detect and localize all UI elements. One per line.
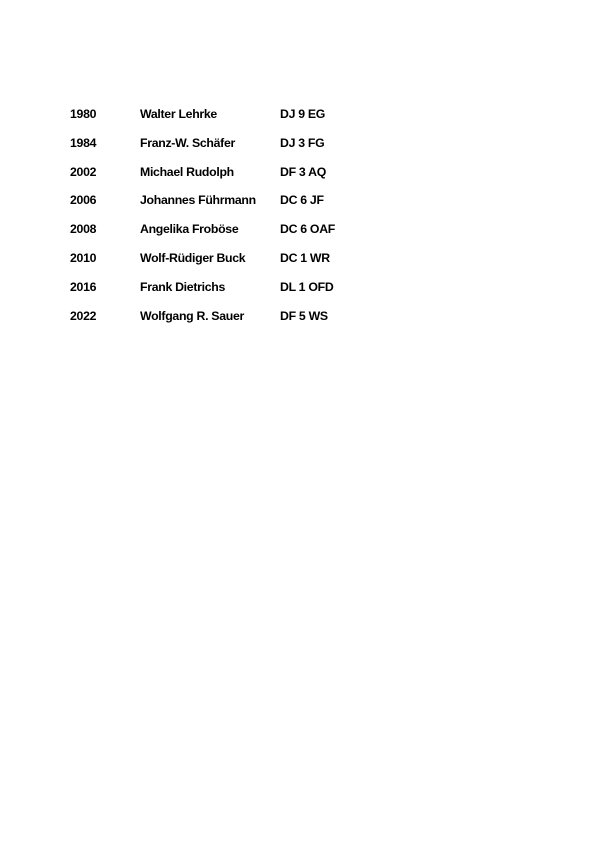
callsign-cell: DF 3 AQ — [280, 164, 326, 179]
roster-row — [70, 192, 530, 221]
year-cell: 2022 — [70, 308, 97, 323]
callsign-cell: DF 5 WS — [280, 308, 328, 323]
roster-row — [70, 308, 530, 337]
callsign-cell: DC 6 JF — [280, 193, 324, 208]
callsign-cell: DC 1 WR — [280, 250, 330, 265]
roster-row — [70, 221, 530, 250]
name-cell: Wolfgang R. Sauer — [140, 308, 244, 323]
year-cell: 1980 — [70, 107, 97, 121]
year-cell: 2010 — [70, 250, 97, 265]
roster-row — [70, 279, 530, 308]
callsign-cell: DC 6 OAF — [280, 222, 335, 237]
year-cell: 2002 — [70, 164, 97, 179]
name-cell: Franz-W. Schäfer — [140, 135, 235, 150]
roster-list — [70, 106, 530, 336]
name-cell: Frank Dietrichs — [140, 279, 226, 294]
name-cell: Walter Lehrke — [140, 107, 217, 121]
roster-row — [70, 135, 530, 164]
year-cell: 1984 — [70, 135, 97, 150]
roster-row — [70, 250, 530, 279]
name-cell: Wolf-Rüdiger Buck — [140, 250, 246, 265]
callsign-cell: DJ 3 FG — [280, 135, 325, 150]
roster-row — [70, 164, 530, 193]
year-cell: 2016 — [70, 279, 97, 294]
year-cell: 2006 — [70, 193, 97, 208]
callsign-cell: DJ 9 EG — [280, 107, 326, 121]
callsign-cell: DL 1 OFD — [280, 279, 334, 294]
name-cell: Johannes Führmann — [140, 193, 256, 208]
name-cell: Michael Rudolph — [140, 164, 234, 179]
year-cell: 2008 — [70, 222, 97, 237]
name-cell: Angelika Froböse — [140, 222, 239, 237]
roster-row — [70, 106, 530, 135]
